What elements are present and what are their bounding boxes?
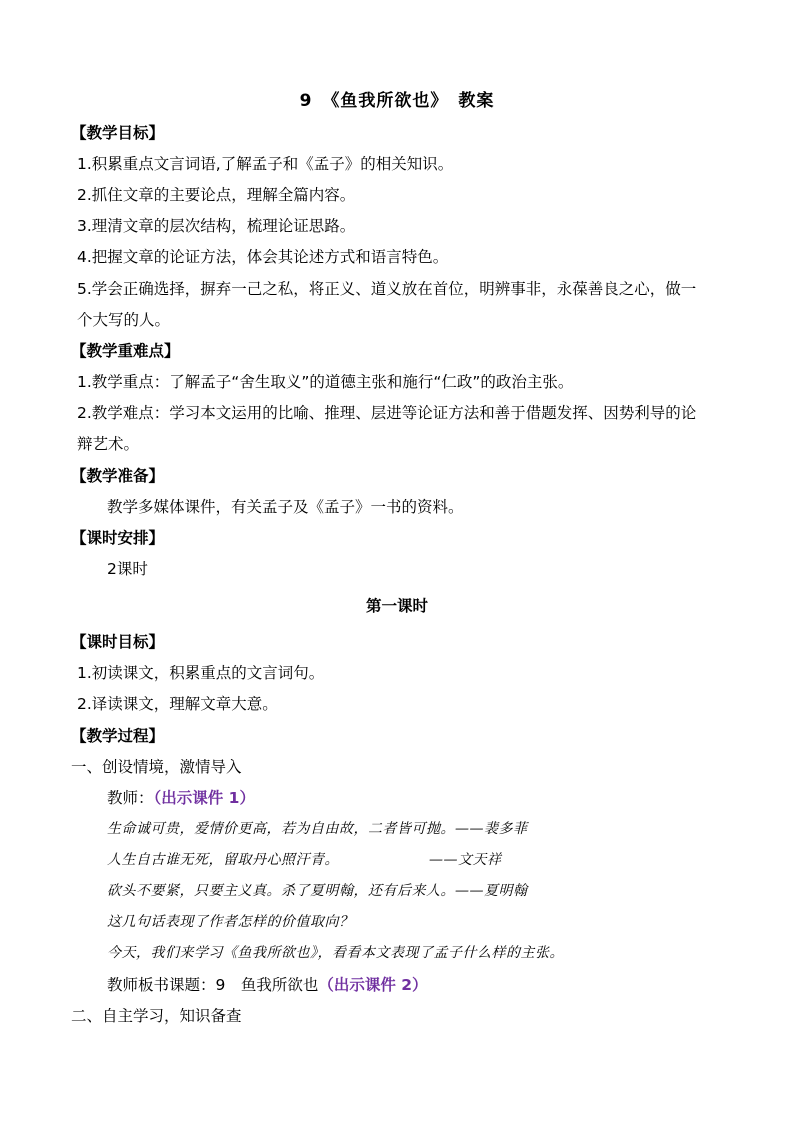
quote-wen-tianxiang [107, 849, 502, 871]
intro-line: 今天，我们来学习《鱼我所欲也》，看看本文表现了孟子什么样的主张。 [107, 945, 564, 961]
objective-item-1: 1.积累重点文言词语,了解孟子和《孟子》的相关知识。 [77, 155, 454, 173]
preparation-text: 教学多媒体课件，有关孟子及《孟子》一书的资料。 [107, 498, 464, 516]
quote-wen-tianxiang-text: 人生自古谁无死，留取丹心照汗青。 [107, 852, 339, 868]
preparation-heading: 【教学准备】 [71, 467, 165, 485]
board-label: 教师板书课题：9 鱼我所欲也 [107, 976, 319, 994]
objectives-heading: 【教学目标】 [71, 124, 165, 142]
lesson-objective-2: 2.译读课文，理解文章大意。 [77, 695, 278, 713]
section-1-heading: 一、创设情境，激情导入 [71, 758, 242, 776]
lesson-objectives-heading: 【课时目标】 [71, 633, 165, 651]
teacher-line [107, 787, 255, 809]
key-point-2-cont: 辩艺术。 [77, 435, 140, 453]
key-points-heading: 【教学重难点】 [71, 342, 180, 360]
question-line: 这几句话表现了作者怎样的价值取向？ [107, 914, 354, 930]
courseware-1: （出示课件 1） [153, 789, 255, 807]
process-heading: 【教学过程】 [71, 727, 165, 745]
document-title [0, 86, 794, 111]
title-name: 《鱼我所欲也》 [322, 91, 449, 111]
objective-item-2: 2.抓住文章的主要论点，理解全篇内容。 [77, 186, 356, 204]
key-point-2: 2.教学难点：学习本文运用的比喻、推理、层进等论证方法和善于借题发挥、因势利导的论 [77, 404, 697, 422]
schedule-heading: 【课时安排】 [71, 529, 165, 547]
section-2-heading: 二、自主学习，知识备查 [71, 1007, 242, 1025]
courseware-2: （出示课件 2） [318, 976, 428, 994]
quote-xia-minghan: 砍头不要紧，只要主义真。杀了夏明翰，还有后来人。——夏明翰 [107, 883, 528, 899]
title-number: 9 [299, 91, 313, 111]
lesson1-title: 第一课时 [365, 597, 428, 615]
schedule-text: 2课时 [107, 560, 148, 578]
key-point-1: 1.教学重点：了解孟子“舍生取义”的道德主张和施行“仁政”的政治主张。 [77, 373, 574, 391]
objective-item-4: 4.把握文章的论证方法，体会其论述方式和语言特色。 [77, 248, 449, 266]
title-suffix: 教案 [458, 91, 495, 111]
lesson-objective-1: 1.初读课文，积累重点的文言词句。 [77, 664, 325, 682]
board-line [107, 974, 428, 996]
quote-petofi: 生命诚可贵，爱情价更高，若为自由故，二者皆可抛。——裴多菲 [107, 821, 528, 837]
objective-item-5: 5.学会正确选择，摒弃一己之私，将正义、道义放在首位，明辨事非，永葆善良之心，做一 [77, 280, 697, 298]
teacher-label: 教师： [107, 789, 154, 807]
objective-item-5-cont: 个大写的人。 [77, 311, 171, 329]
objective-item-3: 3.理清文章的层次结构，梳理论证思路。 [77, 217, 356, 235]
quote-wen-tianxiang-author: ——文天祥 [429, 852, 502, 868]
